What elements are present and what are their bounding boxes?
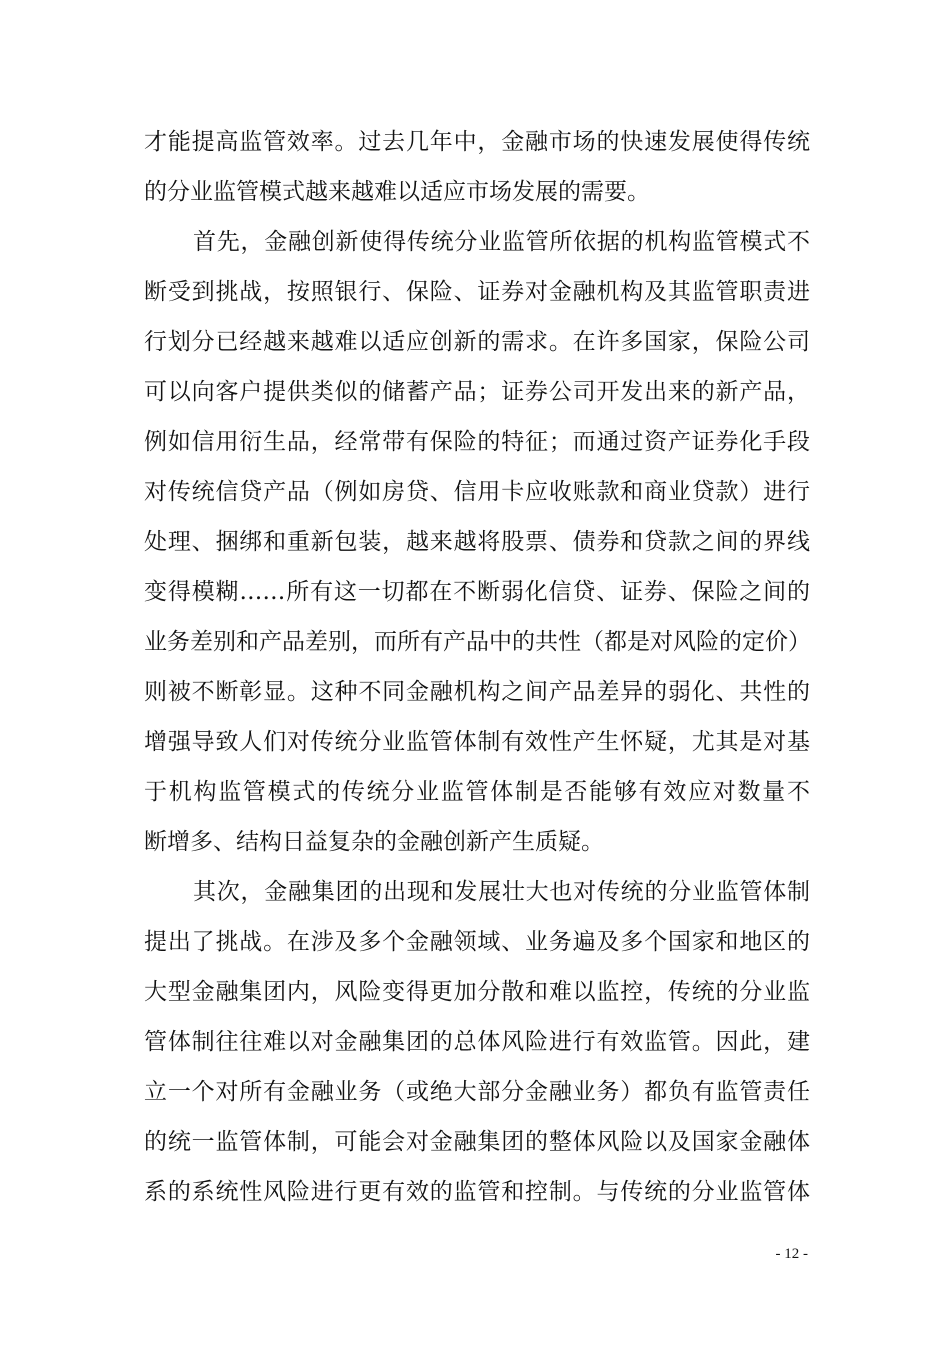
paragraph-line: 首先，金融创新使得传统分业监管所依据的机构监管模式不 [193, 229, 810, 255]
paragraph-line: 可以向客户提供类似的储蓄产品；证券公司开发出来的新产品， [144, 379, 810, 405]
paragraph-line: 的分业监管模式越来越难以适应市场发展的需要。 [144, 179, 650, 205]
paragraph-line: 提出了挑战。在涉及多个金融领域、业务遍及多个国家和地区的 [144, 929, 810, 955]
paragraph-line: 其次，金融集团的出现和发展壮大也对传统的分业监管体制 [193, 879, 810, 905]
paragraph-line: 才能提高监管效率。过去几年中，金融市场的快速发展使得传统 [144, 129, 810, 155]
paragraph-line: 管体制往往难以对金融集团的总体风险进行有效监管。因此，建 [144, 1029, 810, 1055]
page-number: - 12 - [775, 1246, 808, 1262]
paragraph-line: 业务差别和产品差别，而所有产品中的共性（都是对风险的定价） [144, 629, 811, 655]
paragraph-line: 系的系统性风险进行更有效的监管和控制。与传统的分业监管体 [144, 1179, 810, 1205]
paragraph-line: 增强导致人们对传统分业监管体制有效性产生怀疑，尤其是对基 [144, 729, 810, 755]
paragraph-line: 断增多、结构日益复杂的金融创新产生质疑。 [144, 829, 604, 855]
paragraph-line: 于机构监管模式的传统分业监管体制是否能够有效应对数量不 [144, 779, 810, 805]
paragraph-line: 对传统信贷产品（例如房贷、信用卡应收账款和商业贷款）进行 [144, 479, 810, 505]
paragraph-line: 大型金融集团内，风险变得更加分散和难以监控，传统的分业监 [144, 979, 810, 1005]
paragraph-line: 则被不断彰显。这种不同金融机构之间产品差异的弱化、共性的 [144, 679, 810, 705]
paragraph-line: 立一个对所有金融业务（或绝大部分金融业务）都负有监管责任 [144, 1079, 810, 1105]
paragraph-line: 的统一监管体制，可能会对金融集团的整体风险以及国家金融体 [144, 1129, 810, 1155]
paragraph-line: 处理、捆绑和重新包装，越来越将股票、债券和贷款之间的界线 [144, 529, 810, 555]
paragraph-line: 行划分已经越来越难以适应创新的需求。在许多国家，保险公司 [144, 329, 810, 355]
paragraph-line: 例如信用衍生品，经常带有保险的特征；而通过资产证券化手段 [144, 429, 810, 455]
paragraph-line: 变得模糊……所有这一切都在不断弱化信贷、证券、保险之间的 [144, 579, 810, 605]
paragraph-line: 断受到挑战，按照银行、保险、证券对金融机构及其监管职责进 [144, 279, 810, 305]
